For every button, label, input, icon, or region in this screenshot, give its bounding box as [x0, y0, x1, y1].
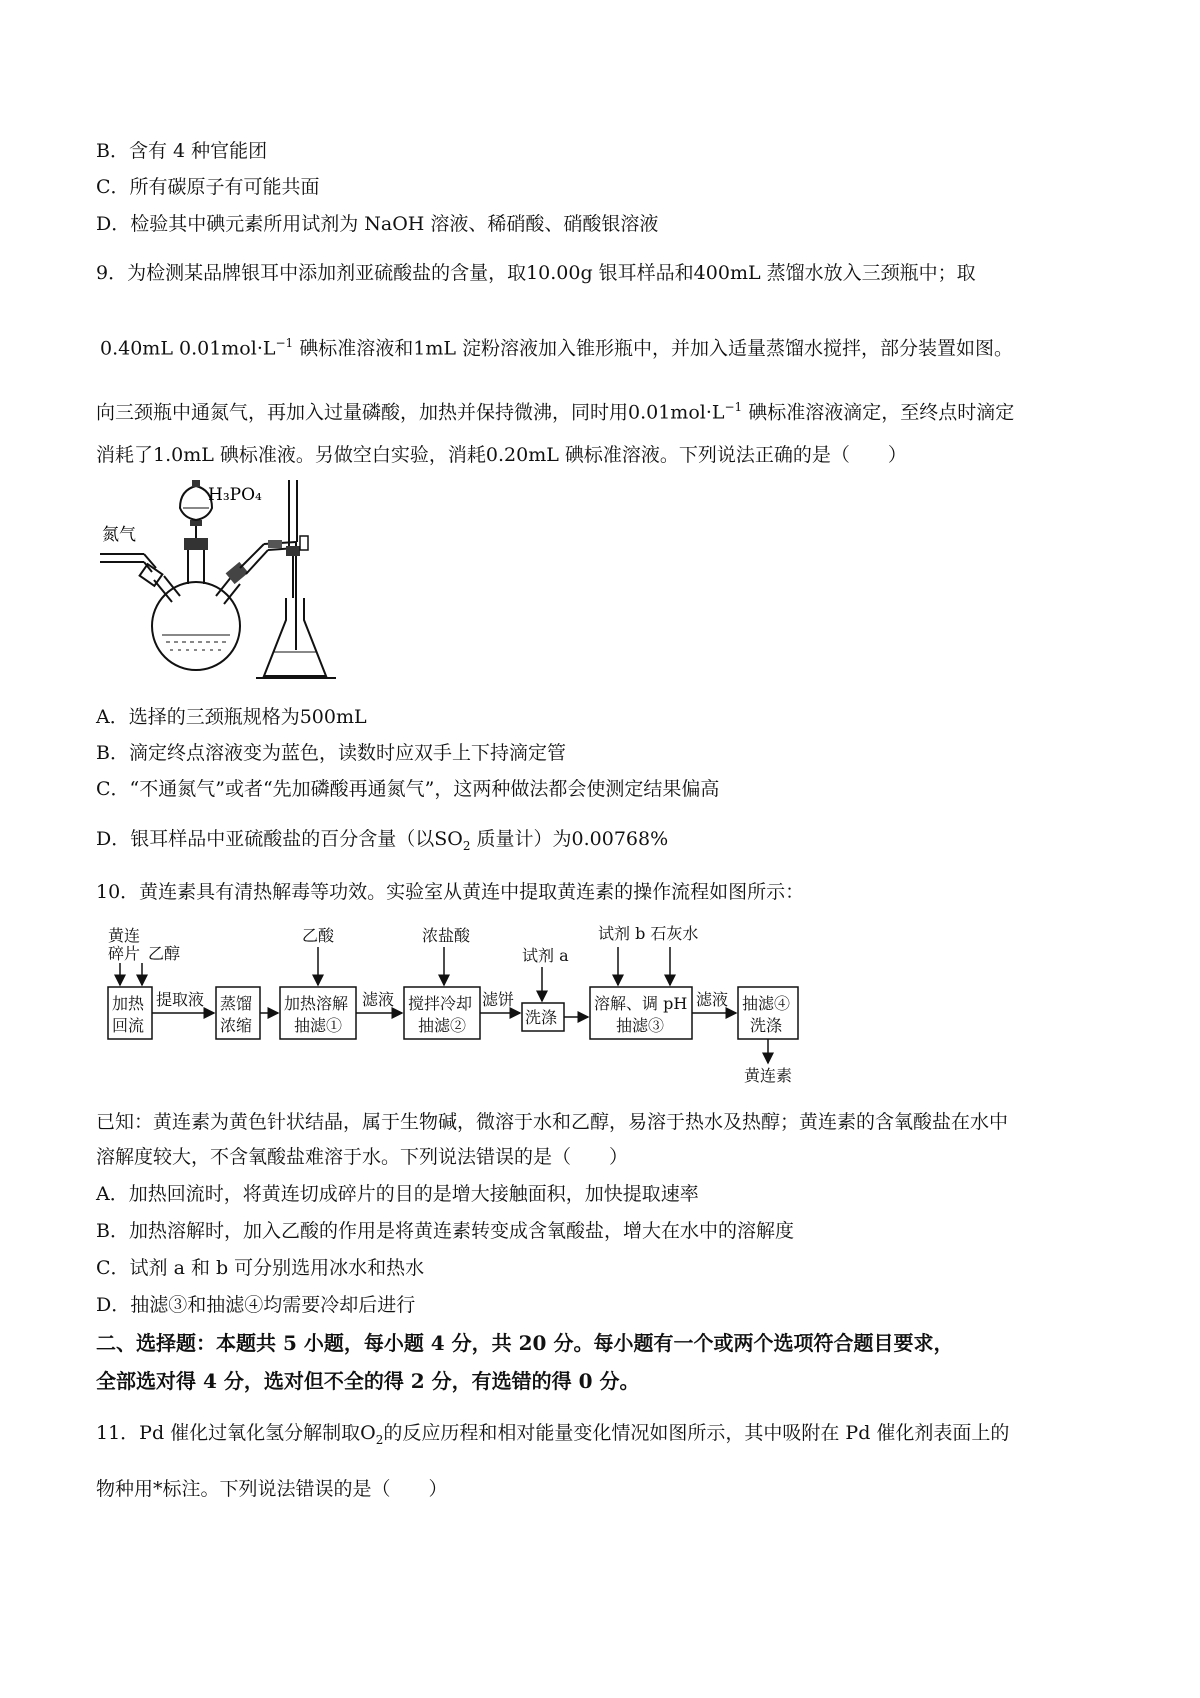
flow-box-filter4-l2: 洗涤	[750, 1016, 783, 1035]
q11-stem-line1: 11．Pd 催化过氧化氢分解制取$O_2$的反应历程和相对能量变化情况如图所示，其中吸附在 Pd 催化剂表面上的	[96, 1422, 1010, 1447]
section2-heading-line2: 全部选对得 4 分，选对但不全的得 2 分，有选错的得 0 分。	[96, 1369, 640, 1393]
q10-option-b: B．加热溶解时，加入乙酸的作用是将黄连素转变成含氧酸盐，增大在水中的溶解度	[96, 1220, 794, 1242]
h3po4-label: H₃PO₄	[208, 485, 262, 505]
flow-box-reflux-l2: 回流	[112, 1016, 145, 1035]
q10-known-line2: 溶解度较大，不含氧酸盐难溶于水。下列说法错误的是（ ）	[96, 1146, 629, 1168]
flow-arrow-extract: 提取液	[156, 990, 205, 1009]
flow-box-dissolve-l1: 加热溶解	[284, 994, 349, 1013]
flow-input-huanglian-1: 黄连	[108, 926, 141, 945]
flow-box-distill-l1: 蒸馏	[220, 994, 253, 1013]
q8-option-c: C．所有碳原子有可能共面	[96, 176, 320, 198]
q10-option-d: D．抽滤③和抽滤④均需要冷却后进行	[96, 1294, 416, 1316]
flow-input-reagent-a: 试剂 a	[522, 946, 569, 965]
flow-box-ph-l2: 抽滤③	[616, 1016, 665, 1035]
flow-box-cool-l2: 抽滤②	[418, 1016, 467, 1035]
q10-option-c: C．试剂 a 和 b 可分别选用冰水和热水	[96, 1257, 425, 1279]
flow-input-hcl: 浓盐酸	[422, 926, 471, 945]
flow-box-ph-l1: 溶解、调 pH	[594, 994, 688, 1013]
q10-option-a: A．加热回流时，将黄连切成碎片的目的是增大接触面积，加快提取速率	[96, 1183, 699, 1205]
flow-input-ethanol: 乙醇	[148, 944, 181, 963]
q9-option-c: C．“不通氮气”或者“先加磷酸再通氮气”，这两种做法都会使测定结果偏高	[96, 778, 720, 800]
flow-input-huanglian-2: 碎片	[108, 944, 141, 963]
flow-box-dissolve-l2: 抽滤①	[294, 1016, 343, 1035]
flow-arrow-filtrate: 滤液	[362, 990, 395, 1009]
flow-box-cool-l1: 搅拌冷却	[408, 994, 473, 1013]
flow-arrow-cake: 滤饼	[482, 990, 515, 1009]
q9-option-b: B．滴定终点溶液变为蓝色，读数时应双手上下持滴定管	[96, 742, 566, 764]
q10-stem: 10．黄连素具有清热解毒等功效。实验室从黄连中提取黄连素的操作流程如图所示：	[96, 881, 805, 903]
q9-apparatus-figure	[96, 480, 356, 685]
q11-stem-line2: 物种用*标注。下列说法错误的是（ ）	[96, 1478, 448, 1500]
flow-arrow-filtrate-2: 滤液	[696, 990, 729, 1009]
flow-box-reflux-l1: 加热	[112, 994, 145, 1013]
q9-stem-line1: 9．为检测某品牌银耳中添加剂亚硫酸盐的含量，取10.00g 银耳样品和400mL 蒸馏水放入三颈瓶中；取	[96, 262, 976, 284]
q9-option-a: A．选择的三颈瓶规格为500mL	[96, 706, 367, 728]
flow-box-filter4-l1: 抽滤④	[742, 994, 791, 1013]
n2-label: 氮气	[102, 525, 136, 545]
q9-option-d: D．银耳样品中亚硫酸盐的百分含量（以$SO_2$ 质量计）为0.00768%	[96, 828, 669, 853]
flow-input-reagent-b: 试剂 b 石灰水	[598, 925, 699, 943]
flow-input-acetic: 乙酸	[302, 926, 335, 945]
flow-product: 黄连素	[744, 1066, 793, 1085]
q8-option-b: B．含有 4 种官能团	[96, 140, 268, 162]
q8-option-d: D．检验其中碘元素所用试剂为 NaOH 溶液、稀硝酸、硝酸银溶液	[96, 213, 659, 235]
q10-flowchart	[104, 925, 884, 1085]
flow-box-wash-label: 洗涤	[525, 1008, 558, 1027]
q9-stem-line2: 0.40mL $0.01mol\cdot L^{-1}$ 碘标准溶液和1mL 淀粉溶液加入锥形瓶中，并加入适量蒸馏水搅拌，部分装置如图。	[100, 336, 1013, 360]
q9-stem-line4: 消耗了1.0mL 碘标准液。另做空白实验，消耗0.20mL 碘标准溶液。下列说法正确的是（ ）	[96, 444, 907, 466]
flow-box-distill-l2: 浓缩	[220, 1016, 253, 1035]
q9-stem-line3: 向三颈瓶中通氮气，再加入过量磷酸，加热并保持微沸，同时用$0.01mol\cdot L^{-1}$ 碘标准溶液滴定，至终点时滴定	[96, 400, 1015, 424]
q10-known-line1: 已知：黄连素为黄色针状结晶，属于生物碱，微溶于水和乙醇，易溶于热水及热醇；黄连素的含氧酸盐在水中	[96, 1111, 1009, 1133]
section2-heading-line1: 二、选择题：本题共 5 小题，每小题 4 分，共 20 分。每小题有一个或两个选项符合题目要求，	[96, 1331, 954, 1355]
